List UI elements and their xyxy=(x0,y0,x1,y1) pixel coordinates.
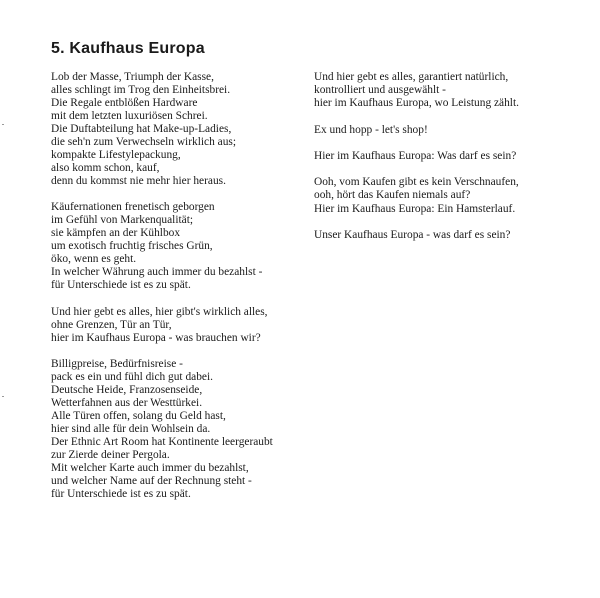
lyric-line: kontrolliert und ausgewählt - xyxy=(314,84,446,97)
lyric-line: denn du kommst nie mehr hier heraus. xyxy=(51,175,226,188)
lyric-line: hier sind alle für dein Wohlsein da. xyxy=(51,423,211,436)
lyric-line: Hier im Kaufhaus Europa: Ein Hamsterlauf. xyxy=(314,202,516,215)
scan-mark xyxy=(2,396,4,397)
lyric-line: Lob der Masse, Triumph der Kasse, xyxy=(51,71,214,83)
lyric-line: Die Regale entblößen Hardware xyxy=(51,97,198,110)
lyric-line: Käufernationen frenetisch geborgen xyxy=(51,201,215,214)
stanza xyxy=(314,176,564,215)
lyric-line: Hier im Kaufhaus Europa: Was darf es sein? xyxy=(314,149,517,162)
lyric-line: Die Duftabteilung hat Make-up-Ladies, xyxy=(51,123,232,136)
stanza xyxy=(51,358,291,502)
lyric-line: Ex und hopp - let's shop! xyxy=(314,123,428,136)
stanza-spacer xyxy=(314,110,564,123)
lyric-line: Mit welcher Karte auch immer du bezahlst, xyxy=(51,462,249,475)
stanza xyxy=(314,150,564,163)
lyric-line: Unser Kaufhaus Europa - was darf es sein? xyxy=(314,228,511,241)
lyric-line: mit dem letzten luxuriösen Schrei. xyxy=(51,110,208,123)
stanza-spacer xyxy=(314,137,564,150)
lyric-line: also komm schon, kauf, xyxy=(51,162,160,175)
lyric-line: die seh'n zum Verwechseln wirklich aus; xyxy=(51,136,236,149)
stanza xyxy=(51,201,291,292)
stanza-spacer xyxy=(51,345,291,358)
stanza-spacer xyxy=(314,163,564,176)
lyric-line: Ooh, vom Kaufen gibt es kein Verschnaufen, xyxy=(314,176,519,189)
stanza xyxy=(51,306,291,345)
stanza-spacer xyxy=(51,188,291,201)
lyric-line: zur Zierde deiner Pergola. xyxy=(51,449,170,462)
lyric-line: hier im Kaufhaus Europa - was brauchen wir? xyxy=(51,332,261,345)
lyric-line: Deutsche Heide, Franzosenseide, xyxy=(51,384,203,397)
stanza xyxy=(51,71,291,188)
scan-mark xyxy=(2,124,4,125)
lyric-line: Alle Türen offen, solang du Geld hast, xyxy=(51,410,226,423)
lyric-line: pack es ein und fühl dich gut dabei. xyxy=(51,371,213,384)
stanza xyxy=(314,229,564,242)
lyric-line: für Unterschiede ist es zu spät. xyxy=(51,279,191,292)
lyrics-column-left xyxy=(51,71,291,501)
lyric-line: kompakte Lifestylepackung, xyxy=(51,149,181,162)
stanza-spacer xyxy=(314,216,564,229)
lyric-line: alles schlingt im Trog den Einheitsbrei. xyxy=(51,84,231,97)
lyric-line: sie kämpfen an der Kühlbox xyxy=(51,227,181,240)
lyric-line: Und hier gebt es alles, garantiert natürlich, xyxy=(314,71,509,83)
stanza xyxy=(314,71,564,110)
lyric-line: für Unterschiede ist es zu spät. xyxy=(51,488,191,501)
lyric-line: öko, wenn es geht. xyxy=(51,253,137,266)
lyric-line: ohne Grenzen, Tür an Tür, xyxy=(51,319,172,332)
song-title: 5. Kaufhaus Europa xyxy=(51,40,205,57)
lyric-line: und welcher Name auf der Rechnung steht - xyxy=(51,475,252,488)
lyric-line: um exotisch fruchtig frisches Grün, xyxy=(51,240,213,253)
lyric-line: im Gefühl von Markenqualität; xyxy=(51,214,194,227)
lyric-line: In welcher Währung auch immer du bezahlst - xyxy=(51,266,263,279)
stanza-spacer xyxy=(51,292,291,306)
stanza xyxy=(314,124,564,137)
lyric-line: hier im Kaufhaus Europa, wo Leistung zählt. xyxy=(314,97,519,110)
lyric-line: Billigpreise, Bedürfnisreise - xyxy=(51,357,183,370)
lyric-line: Wetterfahnen aus der Westtürkei. xyxy=(51,397,203,410)
lyric-line: Und hier gebt es alles, hier gibt's wirklich alles, xyxy=(51,306,268,319)
lyric-line: Der Ethnic Art Room hat Kontinente leergeraubt xyxy=(51,436,273,449)
lyric-line: ooh, hört das Kaufen niemals auf? xyxy=(314,189,471,202)
lyrics-column-right xyxy=(314,71,564,242)
